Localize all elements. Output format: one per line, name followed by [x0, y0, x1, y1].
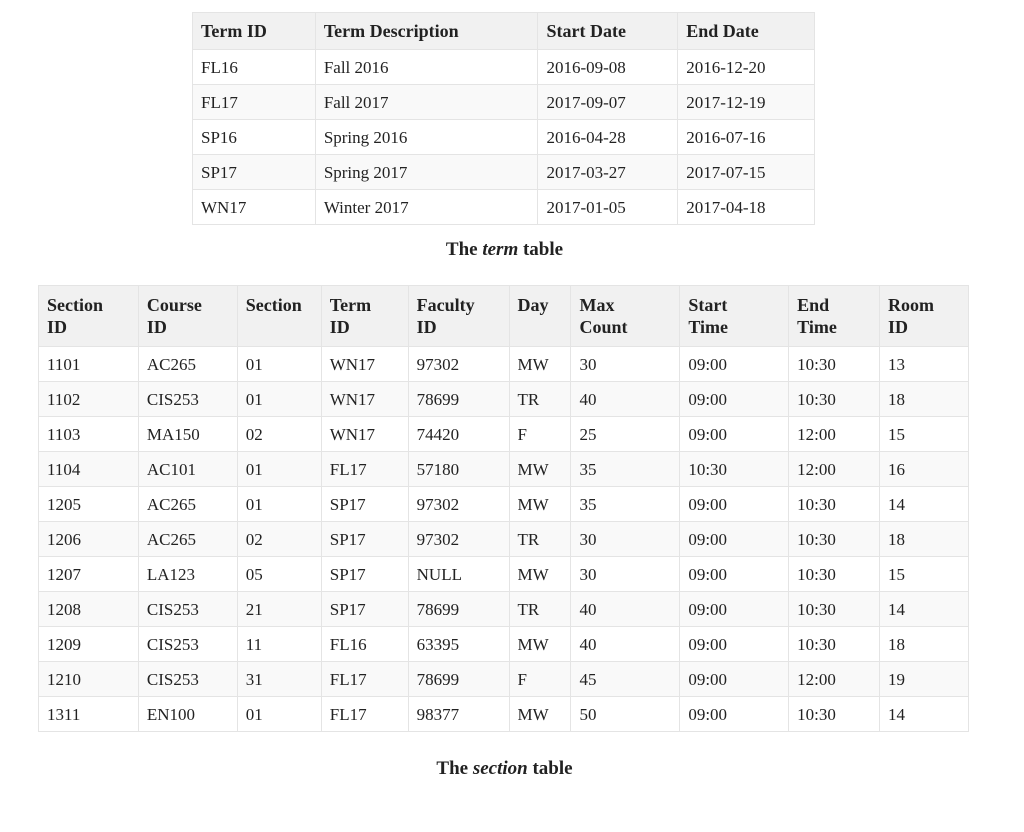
cell-section-id: 1208 [39, 592, 139, 627]
cell-end-time: 10:30 [789, 347, 880, 382]
header-line-1: Section [47, 295, 103, 315]
cell-course-id: EN100 [138, 697, 237, 732]
cell-max-count: 40 [571, 592, 680, 627]
cell-section: 01 [237, 382, 321, 417]
cell-end-time: 10:30 [789, 697, 880, 732]
cell-max-count: 25 [571, 417, 680, 452]
cell-term-id: SP16 [193, 120, 316, 155]
cell-faculty-id: 57180 [408, 452, 509, 487]
cell-faculty-id: 63395 [408, 627, 509, 662]
cell-section: 02 [237, 522, 321, 557]
cell-day: MW [509, 627, 571, 662]
header-line-2: ID [888, 317, 909, 337]
cell-end-time: 10:30 [789, 522, 880, 557]
section-row [39, 662, 969, 697]
term-table-caption [0, 238, 1009, 262]
term-table-body [193, 50, 815, 225]
section-table-header [39, 286, 969, 347]
section-header-max-count [571, 286, 680, 347]
cell-max-count: 30 [571, 522, 680, 557]
cell-section-id: 1102 [39, 382, 139, 417]
cell-term-id: WN17 [321, 347, 408, 382]
cell-term-id: FL16 [193, 50, 316, 85]
header-line-1: End [797, 295, 830, 315]
section-header-term-id [321, 286, 408, 347]
cell-faculty-id: 97302 [408, 487, 509, 522]
cell-term-description: Spring 2017 [315, 155, 538, 190]
cell-section: 01 [237, 452, 321, 487]
section-row [39, 627, 969, 662]
term-table [192, 12, 815, 225]
cell-course-id: LA123 [138, 557, 237, 592]
header-line-2: ID [47, 317, 68, 337]
section-header-start-time [680, 286, 789, 347]
header-line-2: Time [797, 317, 837, 337]
cell-term-description: Fall 2017 [315, 85, 538, 120]
cell-term-id: FL17 [321, 697, 408, 732]
caption-prefix: The [436, 758, 469, 779]
cell-room-id: 13 [880, 347, 969, 382]
header-line-1: Day [517, 295, 549, 315]
cell-end-time: 10:30 [789, 487, 880, 522]
cell-section: 01 [237, 487, 321, 522]
section-header-section [237, 286, 321, 347]
term-row [193, 50, 815, 85]
cell-term-id: SP17 [321, 592, 408, 627]
cell-section: 05 [237, 557, 321, 592]
cell-max-count: 50 [571, 697, 680, 732]
caption-suffix: table [532, 758, 573, 779]
cell-start-date: 2017-09-07 [538, 85, 678, 120]
cell-section-id: 1206 [39, 522, 139, 557]
cell-section: 11 [237, 627, 321, 662]
cell-course-id: CIS253 [138, 662, 237, 697]
cell-room-id: 18 [880, 627, 969, 662]
term-table-header [193, 13, 815, 50]
cell-faculty-id: 78699 [408, 382, 509, 417]
caption-prefix: The [445, 239, 478, 260]
cell-faculty-id: 98377 [408, 697, 509, 732]
cell-course-id: AC265 [138, 347, 237, 382]
cell-start-date: 2017-03-27 [538, 155, 678, 190]
cell-start-time: 09:00 [680, 592, 789, 627]
cell-max-count: 35 [571, 452, 680, 487]
cell-room-id: 16 [880, 452, 969, 487]
cell-max-count: 30 [571, 347, 680, 382]
header-line-1: Term [329, 295, 372, 315]
cell-faculty-id: 74420 [408, 417, 509, 452]
cell-term-id: SP17 [321, 557, 408, 592]
cell-course-id: MA150 [138, 417, 237, 452]
header-line-2: Count [579, 317, 628, 337]
header-line-2: ID [329, 317, 350, 337]
cell-day: F [509, 662, 571, 697]
cell-start-date: 2017-01-05 [538, 190, 678, 225]
cell-start-time: 09:00 [680, 627, 789, 662]
term-row [193, 120, 815, 155]
cell-faculty-id: NULL [408, 557, 509, 592]
cell-room-id: 19 [880, 662, 969, 697]
cell-max-count: 30 [571, 557, 680, 592]
cell-section: 01 [237, 697, 321, 732]
cell-max-count: 35 [571, 487, 680, 522]
cell-section: 31 [237, 662, 321, 697]
cell-start-date: 2016-04-28 [538, 120, 678, 155]
cell-end-date: 2017-07-15 [678, 155, 815, 190]
cell-section-id: 1101 [39, 347, 139, 382]
cell-section-id: 1104 [39, 452, 139, 487]
cell-section-id: 1311 [39, 697, 139, 732]
header-line-2: ID [416, 317, 437, 337]
cell-term-description: Spring 2016 [315, 120, 538, 155]
header-line-1: Max [579, 295, 615, 315]
cell-section-id: 1103 [39, 417, 139, 452]
cell-term-id: SP17 [321, 522, 408, 557]
cell-section: 02 [237, 417, 321, 452]
cell-max-count: 40 [571, 382, 680, 417]
section-header-day [509, 286, 571, 347]
cell-faculty-id: 97302 [408, 522, 509, 557]
cell-day: TR [509, 382, 571, 417]
header-line-1: Start [688, 295, 728, 315]
cell-term-description: Winter 2017 [315, 190, 538, 225]
cell-end-time: 10:30 [789, 557, 880, 592]
cell-start-time: 09:00 [680, 697, 789, 732]
cell-end-time: 12:00 [789, 417, 880, 452]
cell-course-id: AC265 [138, 522, 237, 557]
cell-day: MW [509, 487, 571, 522]
cell-day: MW [509, 557, 571, 592]
cell-max-count: 40 [571, 627, 680, 662]
cell-room-id: 18 [880, 522, 969, 557]
section-header-section-id [39, 286, 139, 347]
cell-day: MW [509, 697, 571, 732]
cell-end-date: 2016-12-20 [678, 50, 815, 85]
cell-section: 21 [237, 592, 321, 627]
cell-course-id: AC101 [138, 452, 237, 487]
cell-term-id: WN17 [193, 190, 316, 225]
header-line-2: ID [146, 317, 167, 337]
term-header-start-date: Start Date [538, 13, 678, 50]
cell-term-id: WN17 [321, 382, 408, 417]
cell-end-time: 10:30 [789, 382, 880, 417]
section-header-row [39, 286, 969, 347]
cell-end-date: 2017-12-19 [678, 85, 815, 120]
cell-day: MW [509, 452, 571, 487]
cell-day: TR [509, 592, 571, 627]
cell-start-time: 09:00 [680, 347, 789, 382]
cell-start-time: 09:00 [680, 487, 789, 522]
section-table-caption [0, 757, 1009, 781]
section-row [39, 557, 969, 592]
cell-faculty-id: 97302 [408, 347, 509, 382]
cell-course-id: CIS253 [138, 592, 237, 627]
section-row [39, 697, 969, 732]
cell-max-count: 45 [571, 662, 680, 697]
section-row [39, 347, 969, 382]
term-row [193, 155, 815, 190]
cell-end-time: 10:30 [789, 627, 880, 662]
section-table [38, 285, 969, 732]
cell-end-time: 12:00 [789, 452, 880, 487]
cell-term-id: FL17 [321, 452, 408, 487]
section-header-course-id [138, 286, 237, 347]
caption-table-name: section [472, 758, 528, 779]
cell-room-id: 14 [880, 487, 969, 522]
cell-course-id: CIS253 [138, 382, 237, 417]
cell-room-id: 15 [880, 417, 969, 452]
header-line-2: Time [688, 317, 728, 337]
cell-day: F [509, 417, 571, 452]
cell-room-id: 14 [880, 697, 969, 732]
cell-start-time: 09:00 [680, 522, 789, 557]
term-header-row [193, 13, 815, 50]
cell-room-id: 18 [880, 382, 969, 417]
section-table-body [39, 347, 969, 732]
cell-section-id: 1207 [39, 557, 139, 592]
cell-start-date: 2016-09-08 [538, 50, 678, 85]
cell-term-description: Fall 2016 [315, 50, 538, 85]
cell-start-time: 09:00 [680, 662, 789, 697]
cell-end-date: 2016-07-16 [678, 120, 815, 155]
cell-term-id: SP17 [321, 487, 408, 522]
cell-start-time: 09:00 [680, 417, 789, 452]
section-header-room-id [880, 286, 969, 347]
cell-faculty-id: 78699 [408, 662, 509, 697]
header-line-1: Room [888, 295, 935, 315]
cell-start-time: 09:00 [680, 382, 789, 417]
section-row [39, 487, 969, 522]
term-row [193, 85, 815, 120]
cell-section: 01 [237, 347, 321, 382]
cell-start-time: 10:30 [680, 452, 789, 487]
cell-term-id: SP17 [193, 155, 316, 190]
header-line-1: Faculty [416, 295, 475, 315]
term-header-description: Term Description [315, 13, 538, 50]
cell-end-date: 2017-04-18 [678, 190, 815, 225]
term-header-end-date: End Date [678, 13, 815, 50]
cell-term-id: FL17 [193, 85, 316, 120]
cell-section-id: 1205 [39, 487, 139, 522]
section-header-faculty-id [408, 286, 509, 347]
cell-room-id: 15 [880, 557, 969, 592]
term-row [193, 190, 815, 225]
cell-section-id: 1209 [39, 627, 139, 662]
cell-course-id: CIS253 [138, 627, 237, 662]
caption-table-name: term [482, 239, 519, 260]
cell-term-id: FL16 [321, 627, 408, 662]
section-row [39, 382, 969, 417]
cell-section-id: 1210 [39, 662, 139, 697]
header-line-1: Course [146, 295, 202, 315]
cell-course-id: AC265 [138, 487, 237, 522]
section-row [39, 592, 969, 627]
cell-term-id: FL17 [321, 662, 408, 697]
cell-end-time: 10:30 [789, 592, 880, 627]
header-line-1: Section [245, 295, 302, 315]
cell-end-time: 12:00 [789, 662, 880, 697]
term-header-term-id: Term ID [193, 13, 316, 50]
section-row [39, 452, 969, 487]
cell-day: MW [509, 347, 571, 382]
section-row [39, 522, 969, 557]
cell-faculty-id: 78699 [408, 592, 509, 627]
section-row [39, 417, 969, 452]
caption-suffix: table [522, 239, 564, 260]
cell-start-time: 09:00 [680, 557, 789, 592]
section-header-end-time [789, 286, 880, 347]
cell-term-id: WN17 [321, 417, 408, 452]
cell-room-id: 14 [880, 592, 969, 627]
cell-day: TR [509, 522, 571, 557]
